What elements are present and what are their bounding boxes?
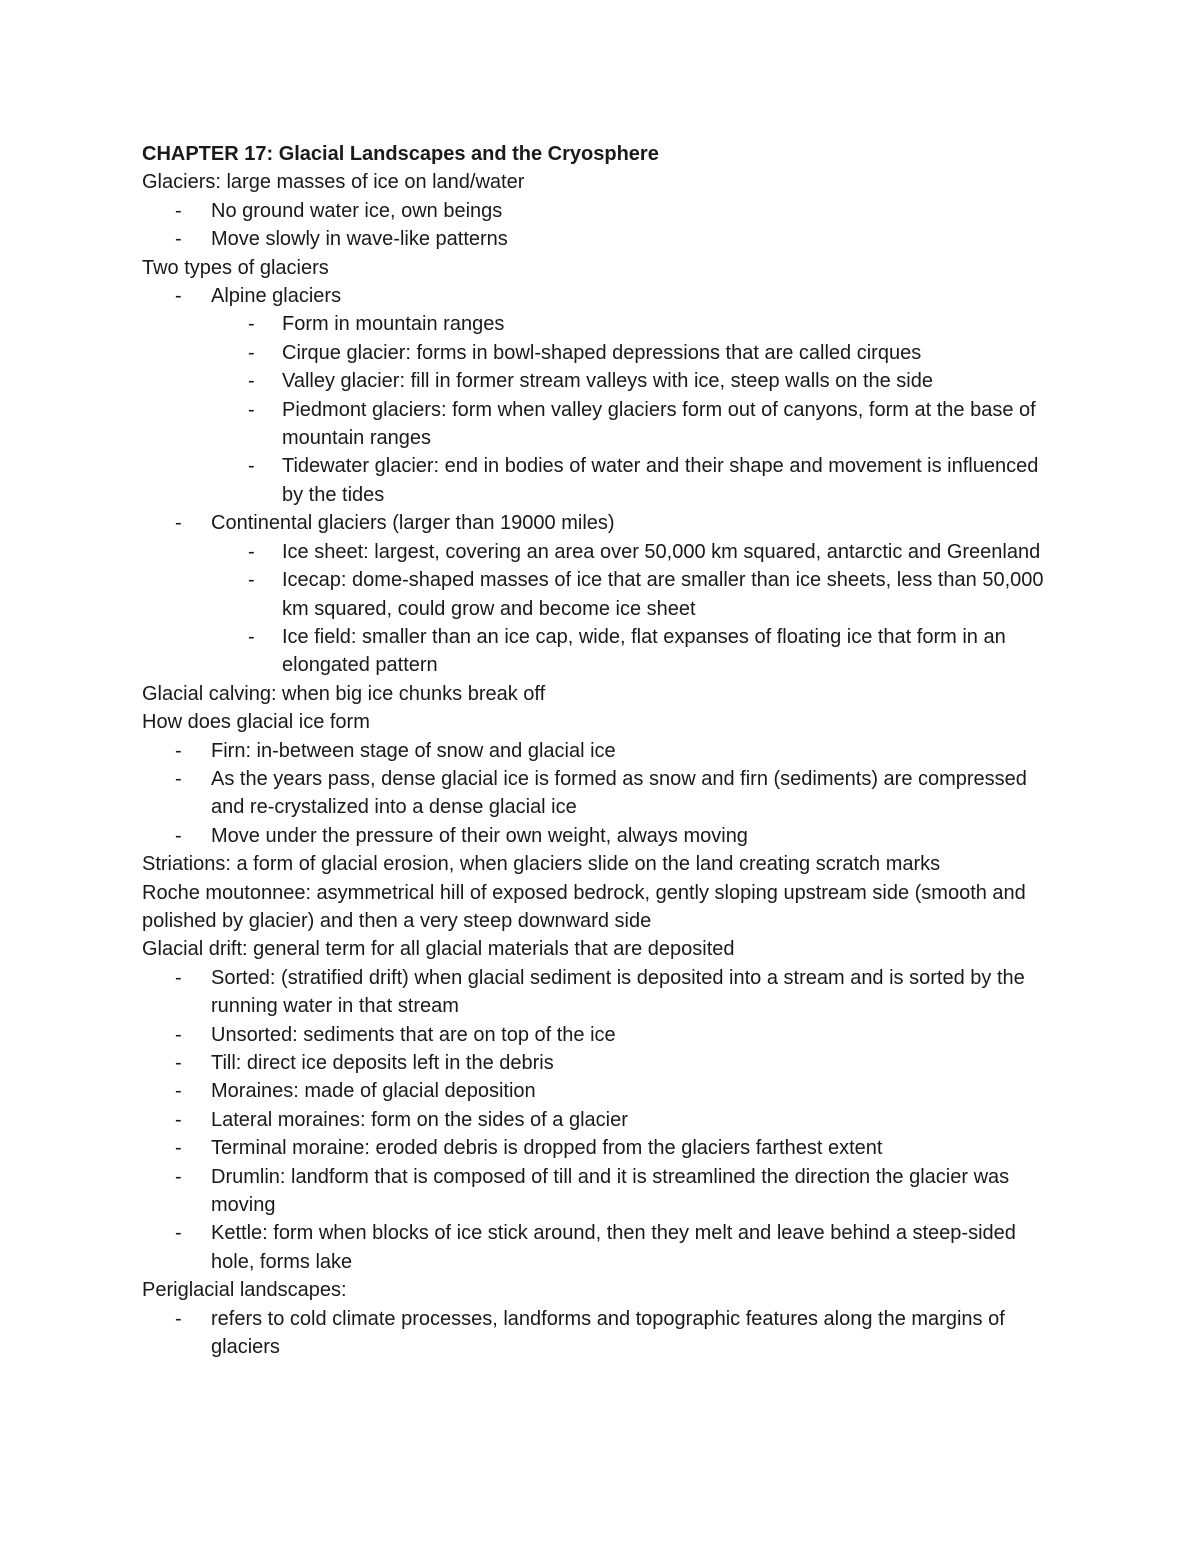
list-item xyxy=(142,538,1062,566)
list-item xyxy=(142,225,1062,253)
list-item xyxy=(142,310,1062,338)
list-item xyxy=(142,282,1062,310)
bullet-dash: - xyxy=(175,1222,182,1245)
line-text: Glaciers: large masses of ice on land/water xyxy=(142,171,525,194)
line-text: How does glacial ice form xyxy=(142,711,370,734)
bullet-dash: - xyxy=(175,1307,182,1330)
bullet-dash: - xyxy=(175,966,182,989)
bullet-dash: - xyxy=(175,199,182,222)
list-item xyxy=(142,737,1062,765)
note-heading xyxy=(142,254,1062,282)
bullet-dash: - xyxy=(248,398,255,421)
bullet-dash: - xyxy=(175,1023,182,1046)
bullet-dash: - xyxy=(175,767,182,790)
line-text: Till: direct ice deposits left in the debris xyxy=(211,1052,554,1074)
line-text: Firn: in-between stage of snow and glacial ice xyxy=(211,739,616,762)
list-item xyxy=(142,1106,1062,1134)
line-text: Moraines: made of glacial deposition xyxy=(211,1080,536,1103)
line-text: Valley glacier: fill in former stream valleys with ice, steep walls on the side xyxy=(282,370,933,393)
list-item xyxy=(142,1134,1062,1162)
notes-list xyxy=(142,168,1062,1361)
bullet-dash: - xyxy=(248,540,255,563)
line-text: Ice sheet: largest, covering an area over 50,000 km squared, antarctic and Greenland xyxy=(282,540,1041,563)
list-item xyxy=(142,623,1062,680)
line-text: Lateral moraines: form on the sides of a glacier xyxy=(211,1108,628,1131)
bullet-dash: - xyxy=(248,341,255,364)
list-item xyxy=(142,964,1062,1021)
line-text: Form in mountain ranges xyxy=(282,313,505,336)
bullet-dash: - xyxy=(175,512,182,535)
line-text: refers to cold climate processes, landforms and topographic features along the margins of glaciers xyxy=(211,1307,1005,1359)
line-text: Ice field: smaller than an ice cap, wide, flat expanses of floating ice that form in an elongated pattern xyxy=(282,625,1006,677)
note-heading xyxy=(142,935,1062,963)
bullet-dash: - xyxy=(175,285,182,308)
list-item xyxy=(142,1219,1062,1276)
note-heading xyxy=(142,879,1062,936)
list-item xyxy=(142,1077,1062,1105)
list-item xyxy=(142,396,1062,453)
line-text: Move slowly in wave-like patterns xyxy=(211,228,508,251)
list-item xyxy=(142,566,1062,623)
bullet-dash: - xyxy=(175,228,182,251)
bullet-dash: - xyxy=(175,739,182,762)
bullet-dash: - xyxy=(175,1108,182,1131)
list-item xyxy=(142,452,1062,509)
list-item xyxy=(142,367,1062,395)
bullet-dash: - xyxy=(175,1137,182,1160)
document-body xyxy=(142,140,1062,1361)
line-text: Unsorted: sediments that are on top of the ice xyxy=(211,1023,616,1046)
list-item xyxy=(142,1049,1062,1077)
line-text: Icecap: dome-shaped masses of ice that are smaller than ice sheets, less than 50,000 km squared, could grow and become ice sheet xyxy=(282,569,1044,620)
list-item xyxy=(142,765,1062,822)
line-text: Tidewater glacier: end in bodies of water and their shape and movement is influenced by the tides xyxy=(282,455,1039,506)
line-text: Cirque glacier: forms in bowl-shaped depressions that are called cirques xyxy=(282,341,922,364)
line-text: Glacial drift: general term for all glacial materials that are deposited xyxy=(142,938,735,961)
bullet-dash: - xyxy=(248,370,255,393)
bullet-dash: - xyxy=(248,455,255,478)
line-text: Striations: a form of glacial erosion, when glaciers slide on the land creating scratch marks xyxy=(142,853,941,876)
line-text: Alpine glaciers xyxy=(211,285,342,308)
bullet-dash: - xyxy=(175,1052,182,1074)
list-item xyxy=(142,1021,1062,1049)
chapter-title: CHAPTER 17: Glacial Landscapes and the Cryosphere xyxy=(142,143,659,165)
line-text: Sorted: (stratified drift) when glacial sediment is deposited into a stream and is sorted by the running water in that stream xyxy=(211,966,1025,1018)
line-text: Periglacial landscapes: xyxy=(142,1279,347,1302)
bullet-dash: - xyxy=(175,1080,182,1103)
bullet-dash: - xyxy=(175,1165,182,1188)
line-text: Roche moutonnee: asymmetrical hill of exposed bedrock, gently sloping upstream side (smooth and polished by glacier) and then a very steep downward side xyxy=(142,881,1026,932)
line-text: Continental glaciers (larger than 19000 miles) xyxy=(211,512,615,535)
line-text: Two types of glaciers xyxy=(142,256,329,279)
line-text: Piedmont glaciers: form when valley glaciers form out of canyons, form at the base of mountain ranges xyxy=(282,398,1036,450)
list-item xyxy=(142,822,1062,850)
line-text: Glacial calving: when big ice chunks break off xyxy=(142,682,546,705)
line-text: Move under the pressure of their own weight, always moving xyxy=(211,824,748,847)
line-text: Terminal moraine: eroded debris is dropped from the glaciers farthest extent xyxy=(211,1137,883,1160)
bullet-dash: - xyxy=(248,569,255,592)
bullet-dash: - xyxy=(248,313,255,336)
line-text: Drumlin: landform that is composed of till and it is streamlined the direction the glacier was moving xyxy=(211,1165,1010,1217)
note-heading xyxy=(142,168,1062,196)
line-text: As the years pass, dense glacial ice is formed as snow and firn (sediments) are compressed and re-crystalized into a dense glacial ice xyxy=(211,767,1027,819)
list-item xyxy=(142,197,1062,225)
note-heading xyxy=(142,680,1062,708)
line-text: Kettle: form when blocks of ice stick around, then they melt and leave behind a steep-sided hole, forms lake xyxy=(211,1222,1016,1273)
list-item xyxy=(142,1305,1062,1362)
bullet-dash: - xyxy=(175,824,182,847)
bullet-dash: - xyxy=(248,625,255,648)
list-item xyxy=(142,339,1062,367)
list-item xyxy=(142,509,1062,537)
list-item xyxy=(142,1163,1062,1220)
note-heading xyxy=(142,1276,1062,1304)
line-text: No ground water ice, own beings xyxy=(211,199,503,222)
note-heading xyxy=(142,850,1062,878)
note-heading xyxy=(142,708,1062,736)
